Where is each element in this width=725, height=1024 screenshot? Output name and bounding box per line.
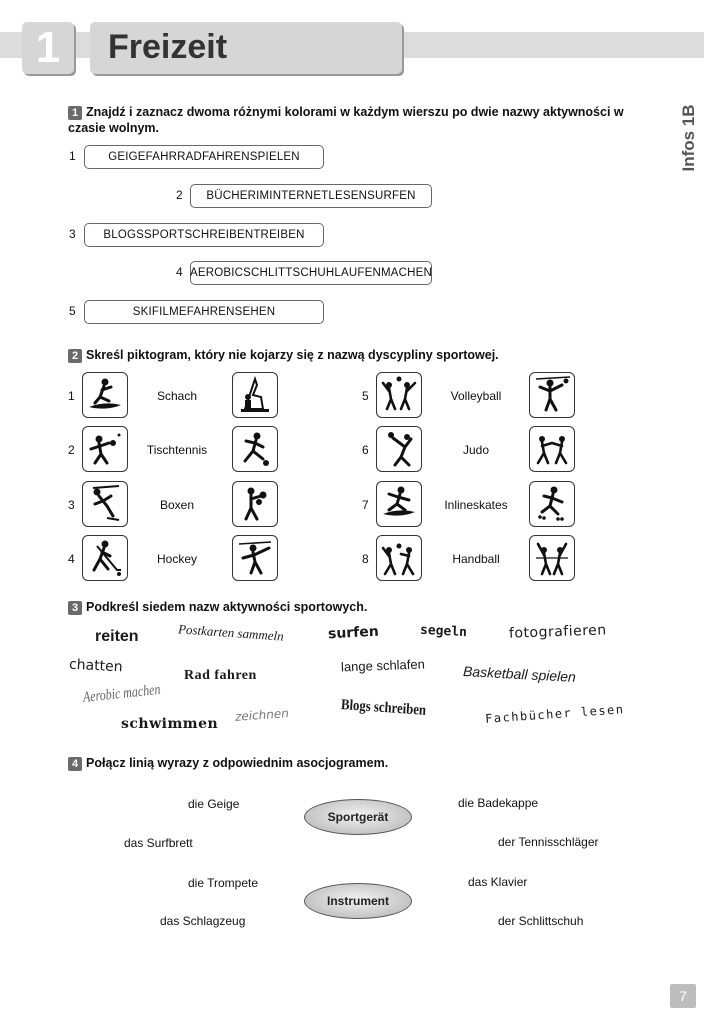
word-blogs-schreiben[interactable]: Blogs schreiben [340,697,427,719]
handball-icon[interactable] [376,535,422,581]
word-zeichnen[interactable]: zeichnen [234,706,290,724]
word-rad-fahren[interactable]: Rad fahren [184,668,257,683]
word-aerobic-machen[interactable]: Aerobic machen [82,681,162,706]
letter-row[interactable]: BÜCHERIMINTERNETLESENSURFEN [190,184,432,208]
task1-row-number: 5 [69,304,76,318]
task2-item-number: 1 [68,389,75,403]
task2-item-number: 7 [362,498,369,512]
word-schwimmen[interactable]: schwimmen [121,716,219,732]
word-right[interactable]: der Tennisschläger [498,835,599,849]
sport-name: Inlineskates [444,498,508,512]
page-title-box [90,22,402,74]
judo-throw-icon[interactable] [376,426,422,472]
task1-instruction: 1 Znajdź i zaznacz dwoma różnymi kolorami w każdym wierszu po dwie nazwy aktywności w czasie wolnym. [68,105,624,135]
volleyball-icon[interactable] [376,372,422,418]
task2-item-number: 3 [68,498,75,512]
association-instrument[interactable]: Instrument [304,883,412,919]
word-lange-schlafen[interactable]: lange schlafen [340,656,426,675]
sport-name: Schach [156,389,198,403]
word-basketball-spielen[interactable]: Basketball spielen [462,663,577,685]
side-tab: Infos 1B [679,104,698,172]
sport-name: Tischtennis [146,443,208,457]
letter-row[interactable]: AEROBICSCHLITTSCHUHLAUFENMACHEN [190,261,432,285]
sport-name: Handball [452,552,500,566]
word-left[interactable]: die Trompete [188,876,259,890]
word-right[interactable]: die Badekappe [458,796,539,810]
sport-name: Hockey [156,552,197,566]
word-fotografieren[interactable]: fotografieren [508,622,607,642]
sport-name: Judo [462,443,490,457]
word-reiten[interactable]: reiten [95,628,139,645]
sport-name: Boxen [159,498,195,512]
word-surfen[interactable]: surfen [327,623,380,643]
snowboarder-icon[interactable] [376,481,422,527]
task2-item-number: 4 [68,552,75,566]
chess-icon[interactable] [232,372,278,418]
gymnast-icon[interactable] [232,535,278,581]
task2-item-number: 2 [68,443,75,457]
letter-row[interactable]: SKIFILMEFAHRENSEHEN [84,300,324,324]
chapter-number: 1 [22,22,74,74]
tennis-icon[interactable] [529,372,575,418]
sport-name: Volleyball [450,389,502,403]
letter-row[interactable]: BLOGSSPORTSCHREIBENTREIBEN [84,223,324,247]
word-chatten[interactable]: chatten [68,656,124,676]
word-postkarten-sammeln[interactable]: Postkarten sammeln [177,621,285,644]
task2-instruction: 2 Skreśl piktogram, który nie kojarzy się z nazwą dyscypliny sportowej. [68,347,628,363]
volleyball-block-icon[interactable] [529,535,575,581]
word-right[interactable]: das Klavier [468,875,528,889]
word-fachbuecher-lesen[interactable]: Fachbücher lesen [484,702,625,726]
task2-item-number: 6 [362,443,369,457]
word-right[interactable]: der Schlittschuh [498,914,584,928]
soccer-icon[interactable] [232,426,278,472]
word-left[interactable]: das Surfbrett [124,836,193,850]
inline-skater-icon[interactable] [529,481,575,527]
association-sportgeraet[interactable]: Sportgerät [304,799,412,835]
word-left[interactable]: die Geige [188,797,240,811]
letter-row[interactable]: GEIGEFAHRRADFAHRENSPIELEN [84,145,324,169]
boxer-icon[interactable] [232,481,278,527]
task1-row-number: 4 [176,265,183,279]
judo-pair-icon[interactable] [529,426,575,472]
task1-row-number: 2 [176,188,183,202]
task3-instruction: 3 Podkreśl siedem nazw aktywności sportowych. [68,599,628,615]
task4-instruction: 4 Połącz linią wyrazy z odpowiednim asocjogramem. [68,755,628,771]
task2-item-number: 8 [362,552,369,566]
word-left[interactable]: das Schlagzeug [160,914,246,928]
word-segeln[interactable]: segeln [419,622,468,641]
task1-row-number: 1 [69,149,76,163]
task2-item-number: 5 [362,389,369,403]
page-title: Freizeit [108,28,228,66]
page-number: 7 [670,984,696,1008]
task1-row-number: 3 [69,227,76,241]
